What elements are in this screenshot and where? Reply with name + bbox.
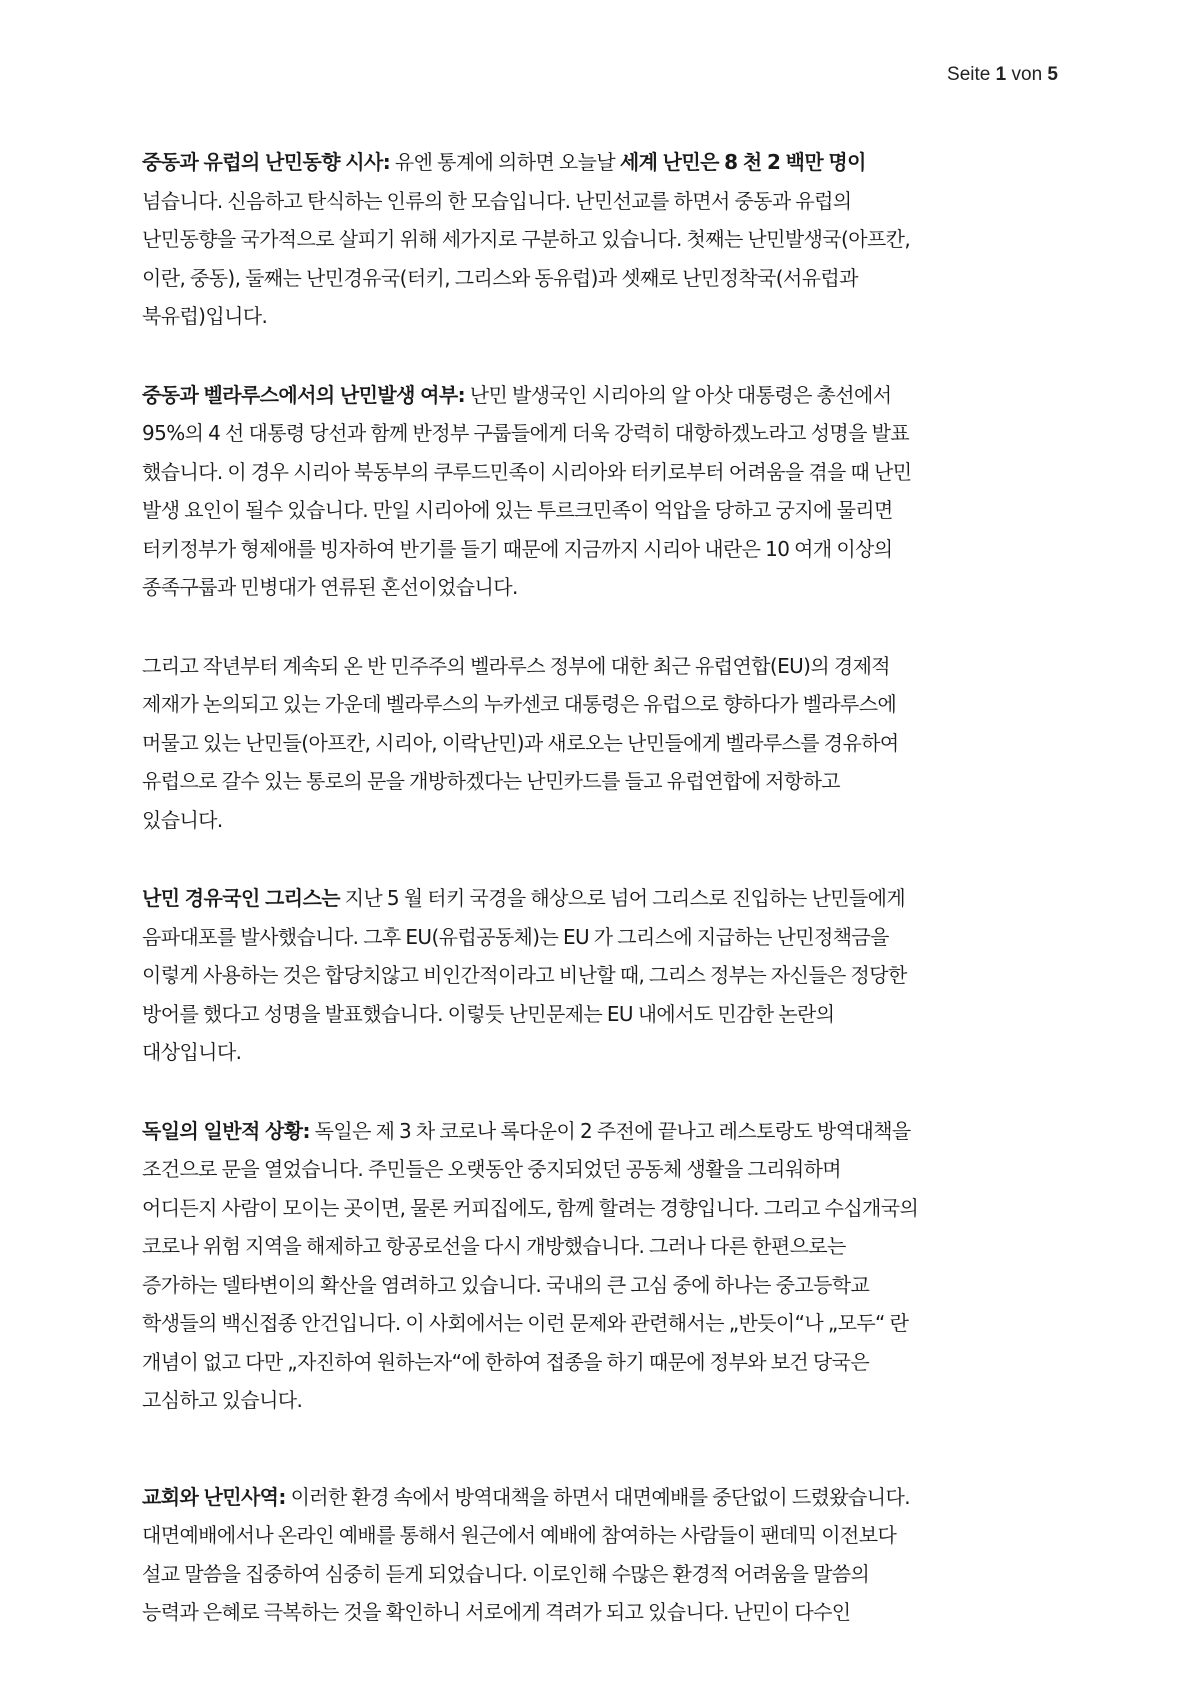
bold-heading-text: 난민 경유국인 그리스는 [142, 886, 340, 910]
bold-heading-text: 독일의 일반적 상황: [142, 1118, 310, 1143]
body-text: 고심하고 있습니다. [142, 1388, 303, 1412]
body-text: 방어를 했다고 성명을 발표했습니다. 이렇듯 난민문제는 EU 내에서도 민감한 논란의 [142, 1001, 835, 1026]
body-text: 학생들의 백신접종 안건입니다. 이 사회에서는 이런 문제와 관련해서는 „반듯이“나 „모두“ 란 [142, 1311, 909, 1335]
text-line [142, 762, 1072, 801]
text-line [142, 1150, 1072, 1189]
bold-heading-text: 중동과 벨라루스에서의 난민발생 여부: [142, 382, 466, 407]
paragraph-belarus-eu [142, 647, 1072, 840]
text-line [142, 414, 1072, 453]
bold-heading-text: 세계 난민은 8 천 2 백만 명이 [619, 150, 866, 174]
paragraph-middle-east-belarus [142, 376, 1072, 607]
body-text: 대상입니다. [142, 1040, 242, 1064]
text-line [142, 1227, 1072, 1266]
text-line [142, 1304, 1072, 1343]
body-text: 머물고 있는 난민들(아프칸, 시리아, 이락난민)과 새로오는 난민들에게 벨라루스를 경유하여 [142, 730, 899, 755]
text-line [142, 143, 1072, 182]
text-line [142, 647, 1072, 686]
page-number [947, 64, 1058, 86]
body-text: 지난 5 월 터키 국경을 해상으로 넘어 그리스로 진입하는 난민들에게 [339, 886, 906, 910]
paragraph-refugee-trends [142, 143, 1072, 336]
bold-heading-text: 교회와 난민사역: [142, 1484, 286, 1509]
body-text: 난민 발생국인 시리아의 알 아삿 대통령은 총선에서 [465, 382, 892, 407]
body-text: 대면예배에서나 온라인 예배를 통해서 원근에서 예배에 참여하는 사람들이 팬데믹 이전보다 [142, 1523, 897, 1547]
body-text: 유럽으로 갈수 있는 통로의 문을 개방하겠다는 난민카드를 들고 유럽연합에 저항하고 [142, 769, 841, 793]
body-text: 발생 요인이 될수 있습니다. 만일 시리아에 있는 투르크민족이 억압을 당하고 궁지에 물리면 [142, 498, 893, 522]
body-text: 이렇게 사용하는 것은 합당치않고 비인간적이라고 비난할 때, 그리스 정부는 자신들은 정당한 [142, 963, 907, 987]
text-line [142, 1343, 1072, 1382]
text-line [142, 724, 1072, 763]
body-text: 유엔 통계에 의하면 오늘날 [390, 150, 620, 174]
text-line [142, 1112, 1072, 1151]
text-line [142, 259, 1072, 298]
body-text: 제재가 논의되고 있는 가운데 벨라루스의 누카센코 대통령은 유럽으로 향하다가 벨라루스에 [142, 692, 897, 716]
body-text: 능력과 은혜로 극복하는 것을 확인하니 서로에게 격려가 되고 있습니다. 난민이 다수인 [142, 1600, 851, 1624]
text-line [142, 376, 1072, 415]
text-line [142, 1266, 1072, 1305]
text-line [142, 1516, 1072, 1555]
body-text: 북유럽)입니다. [142, 304, 268, 328]
text-line [142, 685, 1072, 724]
text-line [142, 1033, 1072, 1072]
text-line [142, 995, 1072, 1034]
text-line [142, 1555, 1072, 1594]
page-mid: von [1011, 64, 1043, 85]
body-text: 개념이 없고 다만 „자진하여 원하는자“에 한하여 접종을 하기 때문에 정부와 보건 당국은 [142, 1349, 870, 1374]
page-prefix: Seite [947, 64, 991, 85]
text-line [142, 1189, 1072, 1228]
body-text: 코로나 위험 지역을 해제하고 항공로선을 다시 개방했습니다. 그러나 다른 한편으로는 [142, 1234, 846, 1258]
text-line [142, 182, 1072, 221]
page-current: 1 [995, 64, 1007, 85]
body-text: 독일은 제 3 차 코로나 록다운이 2 주전에 끝나고 레스토랑도 방역대책을 [309, 1118, 911, 1143]
body-text: 이란, 중동), 둘째는 난민경유국(터키, 그리스와 동유럽)과 셋째로 난민정착국(서유럽과 [142, 265, 858, 290]
body-text: 설교 말씀을 집중하여 심중히 듣게 되었습니다. 이로인해 수많은 환경적 어려움을 말씀의 [142, 1561, 870, 1586]
body-text: 했습니다. 이 경우 시리아 북동부의 쿠루드민족이 시리아와 터키로부터 어려움을 겪을 때 난민 [142, 459, 912, 484]
body-text: 음파대포를 발사했습니다. 그후 EU(유럽공동체)는 EU 가 그리스에 지급하는 난민정책금을 [142, 924, 889, 949]
text-line [142, 297, 1072, 336]
body-text: 조건으로 문을 열었습니다. 주민들은 오랫동안 중지되었던 공동체 생활을 그리워하며 [142, 1157, 842, 1181]
body-text: 어디든지 사람이 모이는 곳이면, 물론 커피집에도, 함께 할려는 경향입니다. 그리고 수십개국의 [142, 1195, 919, 1220]
paragraph-germany-situation [142, 1112, 1072, 1420]
text-line [142, 956, 1072, 995]
body-text: 난민동향을 국가적으로 살피기 위해 세가지로 구분하고 있습니다. 첫째는 난민발생국(아프칸, [142, 227, 911, 251]
body-text: 넘습니다. 신음하고 탄식하는 인류의 한 모습입니다. 난민선교를 하면서 중동과 유럽의 [142, 188, 852, 213]
body-text: 그리고 작년부터 계속되 온 반 민주주의 벨라루스 정부에 대한 최근 유럽연합(EU)의 경제적 [142, 653, 891, 678]
text-line [142, 918, 1072, 957]
body-text: 종족구룹과 민병대가 연류된 혼선이었습니다. [142, 575, 518, 599]
text-line [142, 1593, 1072, 1632]
body-text: 이러한 환경 속에서 방역대책을 하면서 대면예배를 중단없이 드렸왔습니다. [285, 1484, 910, 1509]
text-line [142, 879, 1072, 918]
paragraph-greece [142, 879, 1072, 1072]
text-line [142, 453, 1072, 492]
bold-heading-text: 중동과 유럽의 난민동향 시사: [142, 150, 391, 174]
text-line [142, 491, 1072, 530]
text-line [142, 1381, 1072, 1420]
body-text: 있습니다. [142, 807, 223, 832]
text-line [142, 1478, 1072, 1517]
text-line [142, 568, 1072, 607]
page-total: 5 [1047, 64, 1058, 85]
document-body [142, 143, 1072, 1632]
body-text: 증가하는 델타변이의 확산을 염려하고 있습니다. 국내의 큰 고심 중에 하나는 중고등학교 [142, 1272, 870, 1297]
text-line [142, 220, 1072, 259]
paragraph-church-refugee-ministry [142, 1478, 1072, 1632]
text-line [142, 801, 1072, 840]
text-line [142, 530, 1072, 569]
body-text: 터키정부가 형제애를 빙자하여 반기를 들기 때문에 지금까지 시리아 내란은 10 여개 이상의 [142, 536, 893, 561]
body-text: 95%의 4 선 대통령 당선과 함께 반정부 구룹들에게 더욱 강력히 대항하겠노라고 성명을 발표 [142, 421, 910, 445]
